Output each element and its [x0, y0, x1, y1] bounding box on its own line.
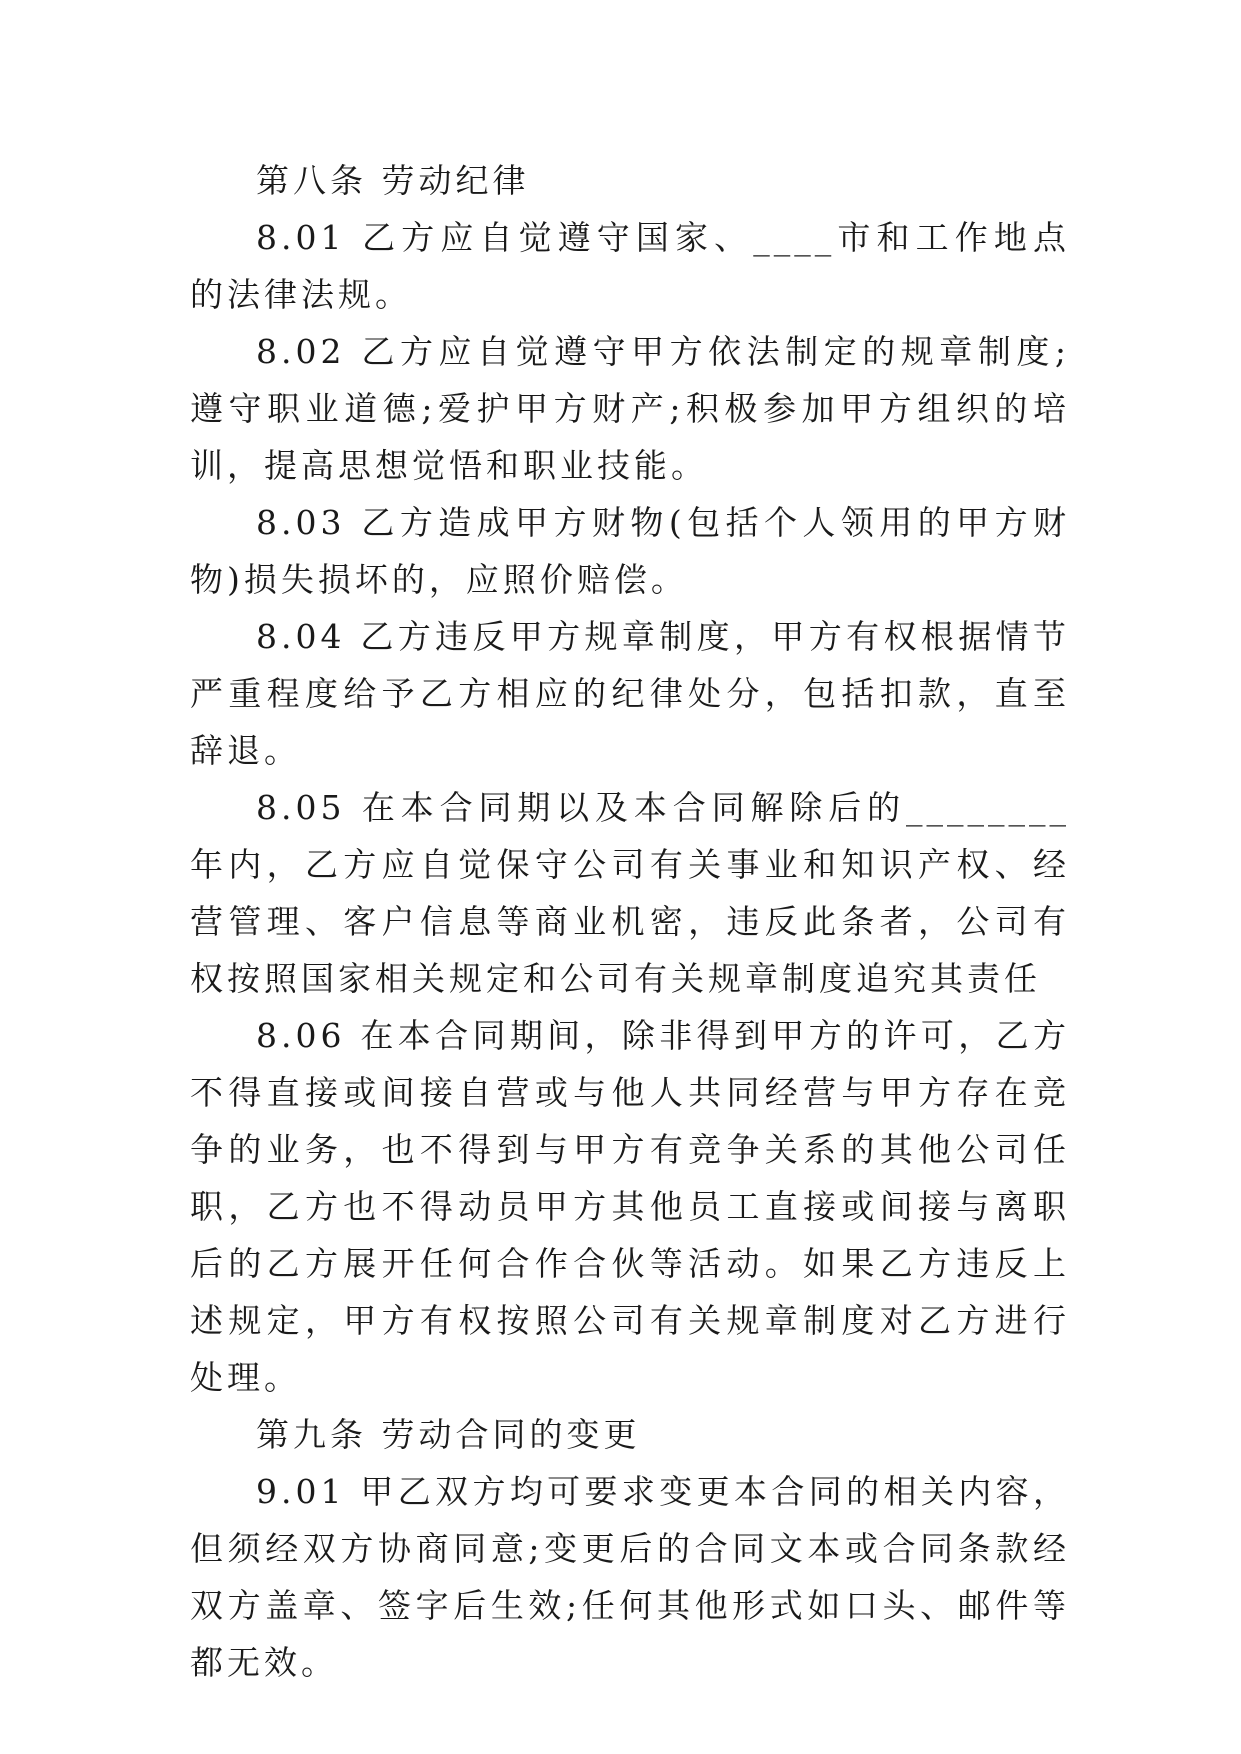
clause-8-01: 8.01 乙方应自觉遵守国家、____市和工作地点的法律法规。: [190, 218, 1070, 314]
clause-8-03: 8.03 乙方造成甲方财物(包括个人领用的甲方财物)损失损坏的，应照价赔偿。: [190, 503, 1070, 599]
clause-8-02: 8.02 乙方应自觉遵守甲方依法制定的规章制度;遵守职业道德;爱护甲方财产;积极参加甲方组织的培训，提高思想觉悟和职业技能。: [190, 332, 1070, 485]
clause-8-05: 8.05 在本合同期以及本合同解除后的________年内，乙方应自觉保守公司有关事业和知识产权、经营管理、客户信息等商业机密，违反此条者，公司有权按照国家相关规定和公司有关规章制度追究其责任: [190, 788, 1070, 998]
article-8-heading: 第八条 劳动纪律: [256, 161, 530, 200]
clause-8-06: 8.06 在本合同期间，除非得到甲方的许可，乙方不得直接或间接自营或与他人共同经营与甲方存在竞争的业务，也不得到与甲方有竞争关系的其他公司任职，乙方也不得动员甲方其他员工直接或间接与离职后的乙方展开任何合作合伙等活动。如果乙方违反上述规定，甲方有权按照公司有关规章制度对乙方进行处理。: [190, 1016, 1070, 1397]
document-body: [190, 152, 1070, 1691]
clause-8-04: 8.04 乙方违反甲方规章制度，甲方有权根据情节严重程度给予乙方相应的纪律处分，包括扣款，直至辞退。: [190, 617, 1070, 770]
clause-9-01: 9.01 甲乙双方均可要求变更本合同的相关内容，但须经双方协商同意;变更后的合同文本或合同条款经双方盖章、签字后生效;任何其他形式如口头、邮件等都无效。: [190, 1472, 1070, 1682]
article-9-heading: 第九条 劳动合同的变更: [256, 1415, 641, 1454]
